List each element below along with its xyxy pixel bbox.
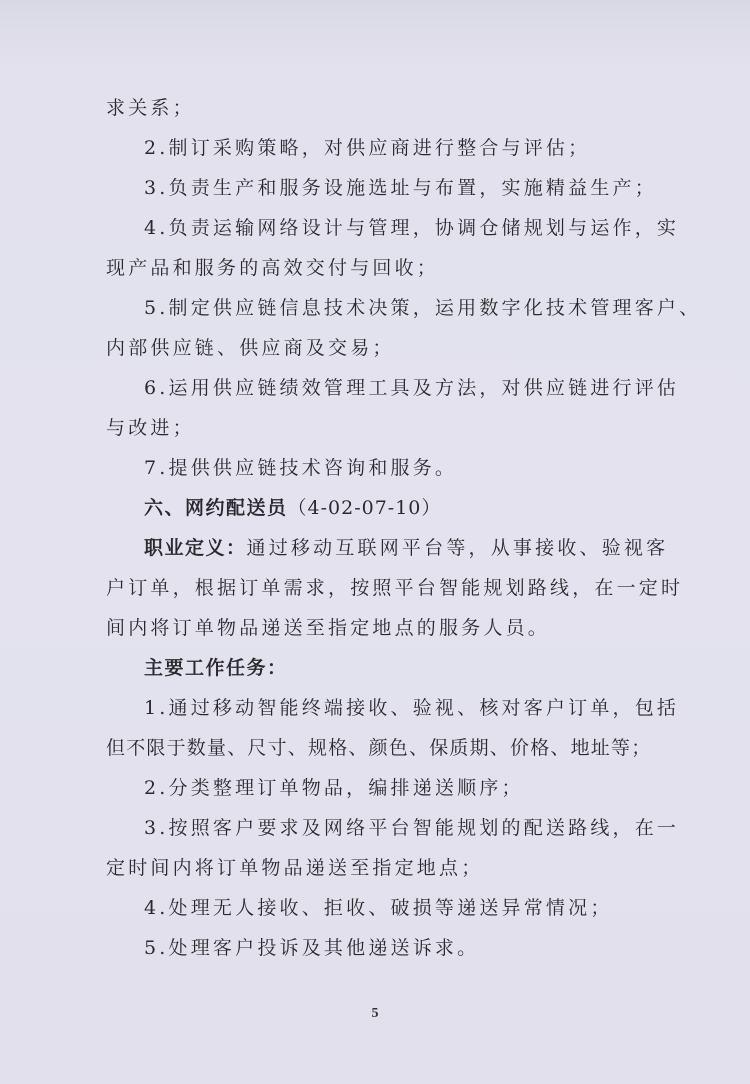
definition-line-3: 间内将订单物品递送至指定地点的服务人员。 bbox=[106, 617, 551, 639]
task-item-1-continued: 但不限于数量、尺寸、规格、颜色、保质期、价格、地址等； bbox=[106, 737, 652, 759]
section-heading bbox=[144, 496, 441, 520]
section-code: （4-02-07-10） bbox=[287, 497, 442, 519]
list-item-4: 4.负责运输网络设计与管理，协调仓储规划与运作，实 bbox=[144, 217, 680, 239]
list-item-2: 2.制订采购策略，对供应商进行整合与评估； bbox=[144, 137, 591, 159]
definition-line-1 bbox=[144, 536, 668, 560]
list-item-6-continued: 与改进； bbox=[106, 417, 195, 439]
section-title: 六、网约配送员 bbox=[144, 497, 288, 519]
list-item-4-continued: 现产品和服务的高效交付与回收； bbox=[106, 257, 440, 279]
task-item-2: 2.分类整理订单物品，编排递送顺序； bbox=[144, 777, 524, 799]
paragraph-line: 求关系； bbox=[106, 97, 195, 119]
page-number: 5 bbox=[371, 1006, 379, 1021]
definition-label: 职业定义： bbox=[144, 537, 247, 559]
tasks-heading: 主要工作任务： bbox=[144, 657, 288, 679]
task-item-3-continued: 定时间内将订单物品递送至指定地点； bbox=[106, 857, 484, 879]
definition-text: 通过移动互联网平台等，从事接收、验视客 bbox=[246, 537, 669, 559]
list-item-5-continued: 内部供应链、供应商及交易； bbox=[106, 337, 395, 359]
task-item-1: 1.通过移动智能终端接收、验视、核对客户订单，包括 bbox=[144, 697, 680, 719]
task-item-4: 4.处理无人接收、拒收、破损等递送异常情况； bbox=[144, 897, 613, 919]
task-item-5: 5.处理客户投诉及其他递送诉求。 bbox=[144, 937, 480, 959]
list-item-3: 3.负责生产和服务设施选址与布置，实施精益生产； bbox=[144, 177, 657, 199]
list-item-7: 7.提供供应链技术咨询和服务。 bbox=[144, 457, 458, 479]
task-item-3: 3.按照客户要求及网络平台智能规划的配送路线，在一 bbox=[144, 817, 680, 839]
list-item-5: 5.制定供应链信息技术决策，运用数字化技术管理客户、 bbox=[144, 297, 702, 319]
definition-line-2: 户订单，根据订单需求，按照平台智能规划路线，在一定时 bbox=[106, 577, 684, 599]
list-item-6: 6.运用供应链绩效管理工具及方法，对供应链进行评估 bbox=[144, 377, 680, 399]
